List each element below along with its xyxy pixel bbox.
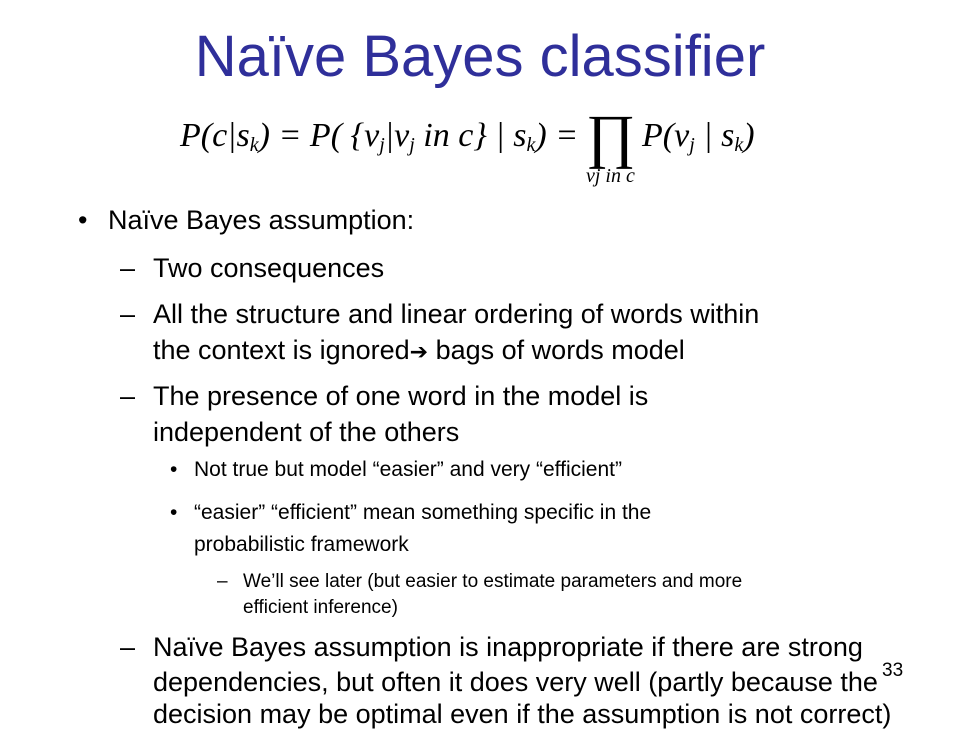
formula-lhs-sub: k bbox=[249, 134, 259, 156]
page-number: 33 bbox=[882, 660, 904, 681]
arrow-right-icon: ➔ bbox=[409, 340, 429, 365]
bullet-assumption: Naïve Bayes assumption: bbox=[108, 205, 415, 235]
item-easier-line2: probabilistic framework bbox=[194, 533, 409, 556]
svg-text:P(vj | sk): P(vj | sk) bbox=[642, 117, 755, 156]
dash-marker: – bbox=[217, 571, 228, 592]
item-not-true: Not true but model “easier” and very “efficient” bbox=[194, 458, 622, 481]
item-structure-line2: the context is ignored➔ bags of words model bbox=[153, 335, 685, 365]
item-inappropriate-line2: dependencies, but often it does very well (partly because the bbox=[153, 667, 878, 697]
product-symbol: ∏ bbox=[586, 103, 636, 169]
item-see-later-line1: We’ll see later (but easier to estimate parameters and more bbox=[243, 571, 743, 592]
bullet-marker: • bbox=[170, 458, 178, 481]
dash-marker: – bbox=[120, 253, 136, 283]
naive-bayes-formula bbox=[168, 100, 788, 190]
product-index: vj in c bbox=[586, 165, 635, 187]
bullet-marker: • bbox=[170, 501, 178, 524]
dash-marker: – bbox=[120, 381, 136, 411]
formula-lhs-close: ) = P( {v bbox=[258, 117, 380, 154]
item-inappropriate-line3: decision may be optimal even if the assumption is not correct) bbox=[153, 699, 892, 729]
dash-marker: – bbox=[120, 632, 136, 662]
bullet-marker: • bbox=[78, 205, 88, 235]
item-presence-line2: independent of the others bbox=[153, 417, 460, 447]
item-inappropriate-line1: Naïve Bayes assumption is inappropriate if there are strong bbox=[153, 632, 863, 662]
item-presence-line1: The presence of one word in the model is bbox=[153, 381, 649, 411]
item-easier-line1: “easier” “efficient” mean something specific in the bbox=[194, 501, 652, 524]
slide-title: Naïve Bayes classifier bbox=[194, 24, 766, 89]
item-structure-line1: All the structure and linear ordering of words within bbox=[153, 299, 760, 329]
svg-text:P(c|sk) = P( {vj|vj in c} | sk: P(c|sk) = P( {vj|vj in c} | sk) = bbox=[180, 117, 579, 156]
dash-marker: – bbox=[120, 299, 136, 329]
item-see-later-line2: efficient inference) bbox=[243, 597, 398, 618]
formula-rhs: P(v bbox=[642, 117, 690, 154]
formula-lhs: P(c|s bbox=[180, 117, 250, 154]
item-two-consequences: Two consequences bbox=[153, 253, 385, 283]
